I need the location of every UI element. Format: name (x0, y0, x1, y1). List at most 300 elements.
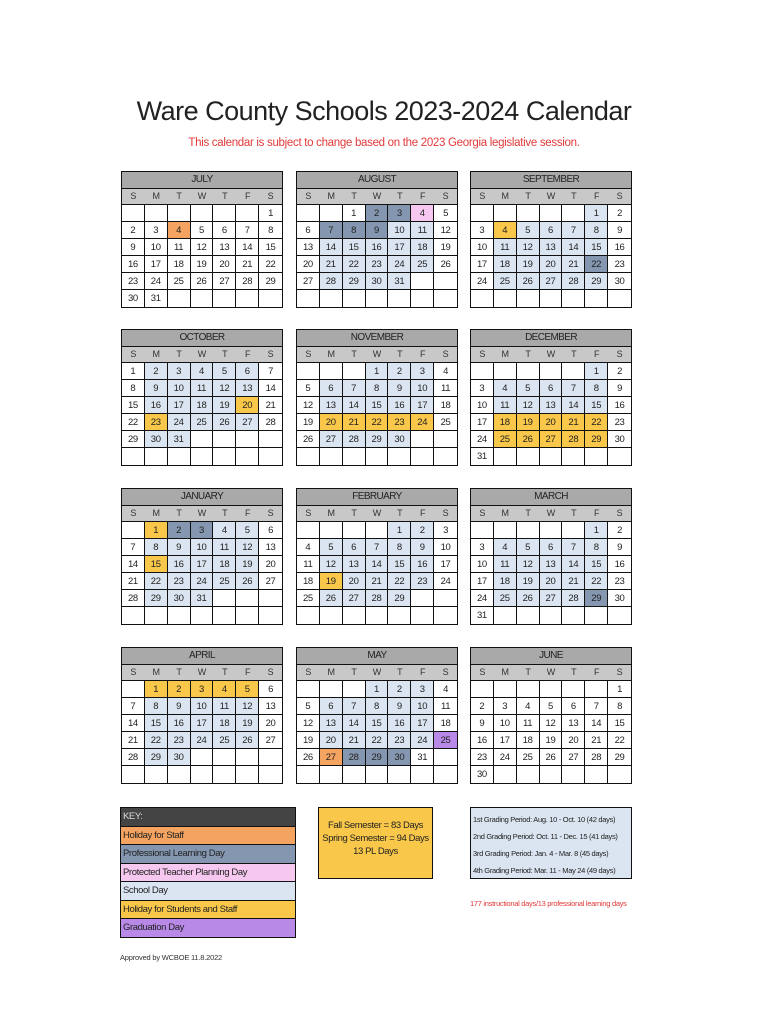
empty-cell (168, 290, 191, 307)
weekday-label: S (267, 349, 274, 359)
day-cell: 20 (343, 573, 366, 590)
day-grid (471, 522, 631, 624)
weekday-label: T (222, 508, 228, 518)
day-cell: 29 (122, 431, 145, 448)
weekday-label: S (130, 667, 137, 677)
weekday-label: F (244, 191, 251, 201)
day-cell: 27 (343, 590, 366, 607)
day-cell: 4 (411, 205, 434, 222)
weekday-label: T (176, 667, 182, 677)
day-cell: 29 (585, 273, 608, 290)
empty-cell (411, 273, 434, 290)
day-cell: 8 (388, 539, 411, 556)
empty-cell (434, 290, 457, 307)
weekday-label: S (305, 349, 312, 359)
day-cell: 23 (608, 573, 631, 590)
weekday-header (297, 189, 457, 205)
day-cell: 28 (236, 273, 259, 290)
empty-cell (608, 766, 631, 783)
day-cell: 6 (540, 222, 563, 239)
day-cell: 18 (213, 715, 236, 732)
day-cell: 29 (343, 273, 366, 290)
day-cell: 8 (145, 539, 168, 556)
day-cell: 7 (343, 698, 366, 715)
empty-cell (236, 607, 259, 624)
day-cell: 15 (585, 239, 608, 256)
day-grid (297, 522, 457, 624)
day-cell: 13 (259, 698, 282, 715)
day-cell: 28 (366, 590, 389, 607)
day-cell: 19 (213, 397, 236, 414)
empty-cell (213, 766, 236, 783)
empty-cell (213, 205, 236, 222)
month-name: MAY (297, 648, 457, 665)
empty-cell (562, 607, 585, 624)
day-cell: 20 (320, 414, 343, 431)
day-cell: 30 (122, 290, 145, 307)
month-name: OCTOBER (122, 330, 282, 347)
empty-cell (122, 448, 145, 465)
day-cell: 26 (434, 256, 457, 273)
empty-cell (145, 607, 168, 624)
empty-cell (540, 363, 563, 380)
weekday-label: W (546, 667, 556, 677)
empty-cell (540, 448, 563, 465)
day-cell: 4 (434, 681, 457, 698)
empty-cell (540, 607, 563, 624)
day-cell: 23 (608, 414, 631, 431)
page-subtitle: This calendar is subject to change based on the 2023 Georgia legislative session. (188, 137, 580, 149)
empty-cell (320, 205, 343, 222)
day-cell: 12 (297, 715, 320, 732)
weekday-label: F (419, 191, 426, 201)
day-cell: 17 (388, 239, 411, 256)
day-cell: 1 (366, 681, 389, 698)
day-cell: 9 (471, 715, 494, 732)
day-cell: 10 (191, 539, 214, 556)
empty-cell (343, 363, 366, 380)
month-name: JANUARY (122, 489, 282, 506)
weekday-label: T (176, 191, 182, 201)
day-cell: 31 (145, 290, 168, 307)
day-cell: 13 (213, 239, 236, 256)
empty-cell (320, 681, 343, 698)
day-cell: 9 (366, 222, 389, 239)
day-cell: 15 (585, 397, 608, 414)
day-cell: 19 (517, 414, 540, 431)
month-name: JUNE (471, 648, 631, 665)
day-cell: 5 (297, 380, 320, 397)
empty-cell (213, 290, 236, 307)
day-cell: 25 (213, 573, 236, 590)
day-cell: 27 (540, 431, 563, 448)
empty-cell (411, 607, 434, 624)
key-item-holiday-staff: Holiday for Staff (121, 827, 295, 846)
day-cell: 12 (236, 539, 259, 556)
day-cell: 18 (213, 556, 236, 573)
day-cell: 11 (213, 698, 236, 715)
weekday-label: F (244, 508, 251, 518)
day-cell: 23 (388, 414, 411, 431)
day-cell: 27 (562, 749, 585, 766)
day-cell: 26 (540, 749, 563, 766)
day-cell: 2 (608, 522, 631, 539)
day-cell: 3 (168, 363, 191, 380)
empty-cell (585, 448, 608, 465)
day-grid (122, 363, 282, 465)
day-cell: 28 (562, 431, 585, 448)
day-cell: 13 (540, 397, 563, 414)
empty-cell (471, 363, 494, 380)
weekday-label: T (571, 667, 577, 677)
day-grid (122, 205, 282, 307)
day-cell: 31 (471, 448, 494, 465)
day-cell: 29 (366, 431, 389, 448)
day-cell: 12 (191, 239, 214, 256)
day-cell: 20 (540, 573, 563, 590)
day-cell: 1 (259, 205, 282, 222)
day-cell: 5 (517, 539, 540, 556)
key-header: KEY: (121, 808, 295, 827)
day-cell: 6 (562, 698, 585, 715)
day-cell: 8 (122, 380, 145, 397)
day-cell: 23 (122, 273, 145, 290)
day-cell: 28 (122, 749, 145, 766)
weekday-label: S (479, 349, 486, 359)
day-cell: 2 (388, 363, 411, 380)
empty-cell (562, 363, 585, 380)
day-cell: 14 (366, 556, 389, 573)
day-cell: 10 (388, 222, 411, 239)
day-cell: 18 (297, 573, 320, 590)
weekday-label: M (501, 667, 510, 677)
day-cell: 21 (366, 573, 389, 590)
weekday-label: F (244, 349, 251, 359)
weekday-label: W (372, 191, 382, 201)
day-cell: 6 (540, 380, 563, 397)
day-cell: 15 (366, 397, 389, 414)
empty-cell (122, 607, 145, 624)
empty-cell (168, 205, 191, 222)
empty-cell (236, 749, 259, 766)
empty-cell (388, 290, 411, 307)
day-cell: 7 (562, 539, 585, 556)
day-cell: 6 (320, 698, 343, 715)
day-cell: 22 (343, 256, 366, 273)
grading-period-2: 2nd Grading Period: Oct. 11 - Dec. 15 (41 days) (473, 832, 618, 841)
day-cell: 19 (517, 573, 540, 590)
weekday-label: T (525, 191, 531, 201)
empty-cell (494, 205, 517, 222)
month-name: FEBRUARY (297, 489, 457, 506)
day-cell: 27 (540, 590, 563, 607)
day-cell: 27 (259, 732, 282, 749)
day-cell: 30 (608, 431, 631, 448)
day-cell: 30 (608, 273, 631, 290)
empty-cell (494, 363, 517, 380)
key-item-holiday-students-staff: Holiday for Students and Staff (121, 901, 295, 920)
empty-cell (259, 431, 282, 448)
day-cell: 14 (343, 397, 366, 414)
grading-period-3: 3rd Grading Period: Jan. 4 - Mar. 8 (45 days) (473, 849, 609, 858)
month-name: APRIL (122, 648, 282, 665)
day-cell: 10 (411, 380, 434, 397)
empty-cell (145, 205, 168, 222)
empty-cell (259, 590, 282, 607)
day-cell: 17 (434, 556, 457, 573)
weekday-label: S (305, 667, 312, 677)
day-cell: 24 (145, 273, 168, 290)
day-cell: 1 (343, 205, 366, 222)
day-cell: 2 (145, 363, 168, 380)
weekday-header (122, 347, 282, 363)
grading-periods (470, 807, 632, 879)
day-cell: 21 (122, 732, 145, 749)
weekday-label: S (305, 191, 312, 201)
day-cell: 7 (343, 380, 366, 397)
day-cell: 1 (585, 522, 608, 539)
empty-cell (191, 749, 214, 766)
day-cell: 14 (562, 239, 585, 256)
day-cell: 19 (236, 715, 259, 732)
day-cell: 16 (388, 397, 411, 414)
empty-cell (320, 522, 343, 539)
empty-cell (494, 681, 517, 698)
month-march (470, 488, 632, 625)
month-name: NOVEMBER (297, 330, 457, 347)
day-cell: 20 (562, 732, 585, 749)
weekday-header (122, 506, 282, 522)
day-cell: 3 (388, 205, 411, 222)
day-cell: 3 (191, 522, 214, 539)
day-cell: 24 (168, 414, 191, 431)
day-cell: 18 (517, 732, 540, 749)
day-cell: 1 (585, 205, 608, 222)
day-cell: 19 (236, 556, 259, 573)
empty-cell (320, 766, 343, 783)
day-cell: 20 (259, 556, 282, 573)
day-cell: 18 (494, 414, 517, 431)
day-cell: 28 (585, 749, 608, 766)
day-cell: 3 (471, 380, 494, 397)
weekday-label: T (525, 349, 531, 359)
empty-cell (517, 607, 540, 624)
day-cell: 21 (562, 573, 585, 590)
empty-cell (297, 363, 320, 380)
day-cell: 16 (168, 715, 191, 732)
day-cell: 21 (236, 256, 259, 273)
empty-cell (191, 448, 214, 465)
day-cell: 28 (122, 590, 145, 607)
day-cell: 6 (297, 222, 320, 239)
weekday-label: W (197, 349, 207, 359)
day-grid (471, 363, 631, 465)
day-cell: 20 (540, 256, 563, 273)
day-cell: 5 (517, 222, 540, 239)
empty-cell (434, 273, 457, 290)
day-cell: 16 (388, 715, 411, 732)
day-cell: 10 (471, 239, 494, 256)
weekday-header (297, 347, 457, 363)
weekday-label: W (372, 349, 382, 359)
month-name: MARCH (471, 489, 631, 506)
day-cell: 21 (320, 256, 343, 273)
empty-cell (259, 290, 282, 307)
empty-cell (517, 448, 540, 465)
semester-summary (318, 807, 433, 879)
day-cell: 8 (366, 380, 389, 397)
day-cell: 9 (168, 539, 191, 556)
day-cell: 23 (471, 749, 494, 766)
day-cell: 5 (320, 539, 343, 556)
weekday-label: T (176, 508, 182, 518)
day-cell: 13 (540, 239, 563, 256)
day-cell: 19 (320, 573, 343, 590)
day-cell: 6 (343, 539, 366, 556)
spring-semester-text: Spring Semester = 94 Days (322, 833, 429, 844)
day-cell: 3 (411, 681, 434, 698)
empty-cell (585, 290, 608, 307)
day-cell: 6 (540, 539, 563, 556)
day-cell: 12 (540, 715, 563, 732)
empty-cell (343, 766, 366, 783)
empty-cell (168, 448, 191, 465)
weekday-label: W (197, 191, 207, 201)
weekday-label: S (616, 508, 623, 518)
empty-cell (608, 448, 631, 465)
day-cell: 25 (411, 256, 434, 273)
instructional-days-note: 177 instructional days/13 professional learning days (470, 899, 627, 908)
empty-cell (259, 448, 282, 465)
day-cell: 13 (259, 539, 282, 556)
empty-cell (540, 681, 563, 698)
fall-semester-text: Fall Semester = 83 Days (327, 820, 424, 831)
empty-cell (213, 431, 236, 448)
day-cell: 14 (320, 239, 343, 256)
day-cell: 12 (213, 380, 236, 397)
empty-cell (494, 448, 517, 465)
day-cell: 12 (320, 556, 343, 573)
month-february (296, 488, 458, 625)
day-grid (297, 205, 457, 307)
weekday-label: S (442, 667, 449, 677)
day-cell: 29 (585, 431, 608, 448)
day-cell: 24 (411, 732, 434, 749)
empty-cell (434, 766, 457, 783)
day-cell: 12 (517, 397, 540, 414)
day-cell: 12 (517, 556, 540, 573)
day-cell: 31 (191, 590, 214, 607)
weekday-label: S (479, 508, 486, 518)
day-cell: 24 (471, 590, 494, 607)
day-cell: 11 (494, 397, 517, 414)
weekday-header (297, 506, 457, 522)
day-cell: 4 (434, 363, 457, 380)
day-cell: 22 (145, 573, 168, 590)
day-cell: 9 (388, 380, 411, 397)
day-cell: 30 (471, 766, 494, 783)
day-cell: 23 (608, 256, 631, 273)
day-cell: 10 (471, 397, 494, 414)
empty-cell (259, 607, 282, 624)
day-cell: 15 (145, 715, 168, 732)
empty-cell (517, 681, 540, 698)
day-cell: 17 (191, 715, 214, 732)
weekday-label: T (397, 191, 403, 201)
day-cell: 9 (122, 239, 145, 256)
day-cell: 10 (411, 698, 434, 715)
empty-cell (434, 448, 457, 465)
day-cell: 30 (366, 273, 389, 290)
day-cell: 3 (411, 363, 434, 380)
empty-cell (540, 766, 563, 783)
day-cell: 16 (366, 239, 389, 256)
weekday-label: M (501, 508, 510, 518)
day-cell: 15 (259, 239, 282, 256)
day-cell: 5 (236, 681, 259, 698)
empty-cell (297, 205, 320, 222)
day-cell: 14 (236, 239, 259, 256)
day-cell: 10 (434, 539, 457, 556)
empty-cell (236, 448, 259, 465)
weekday-label: F (419, 349, 426, 359)
day-cell: 26 (320, 590, 343, 607)
day-cell: 22 (585, 414, 608, 431)
key-item-graduation: Graduation Day (121, 919, 295, 937)
weekday-label: F (593, 508, 600, 518)
day-cell: 12 (236, 698, 259, 715)
day-cell: 2 (168, 522, 191, 539)
empty-cell (540, 522, 563, 539)
day-cell: 14 (122, 715, 145, 732)
day-grid (297, 363, 457, 465)
grading-period-1: 1st Grading Period: Aug. 10 - Oct. 10 (42 days) (473, 815, 616, 824)
empty-cell (191, 607, 214, 624)
day-cell: 10 (168, 380, 191, 397)
day-cell: 18 (434, 715, 457, 732)
empty-cell (411, 590, 434, 607)
empty-cell (259, 766, 282, 783)
empty-cell (213, 590, 236, 607)
empty-cell (388, 607, 411, 624)
weekday-header (297, 665, 457, 681)
key-item-school-day: School Day (121, 882, 295, 901)
day-cell: 21 (562, 256, 585, 273)
day-cell: 5 (434, 205, 457, 222)
day-cell: 11 (494, 239, 517, 256)
day-cell: 11 (411, 222, 434, 239)
day-cell: 2 (471, 698, 494, 715)
day-cell: 2 (411, 522, 434, 539)
day-cell: 2 (608, 205, 631, 222)
empty-cell (297, 522, 320, 539)
day-cell: 16 (168, 556, 191, 573)
day-cell: 10 (191, 698, 214, 715)
empty-cell (343, 290, 366, 307)
day-cell: 8 (366, 698, 389, 715)
day-cell: 15 (585, 556, 608, 573)
empty-cell (585, 681, 608, 698)
empty-cell (320, 607, 343, 624)
day-cell: 23 (388, 732, 411, 749)
empty-cell (562, 522, 585, 539)
weekday-label: T (571, 508, 577, 518)
day-cell: 5 (540, 698, 563, 715)
key-item-planning: Protected Teacher Planning Day (121, 864, 295, 883)
weekday-label: S (479, 667, 486, 677)
day-cell: 14 (562, 397, 585, 414)
weekday-label: M (501, 349, 510, 359)
